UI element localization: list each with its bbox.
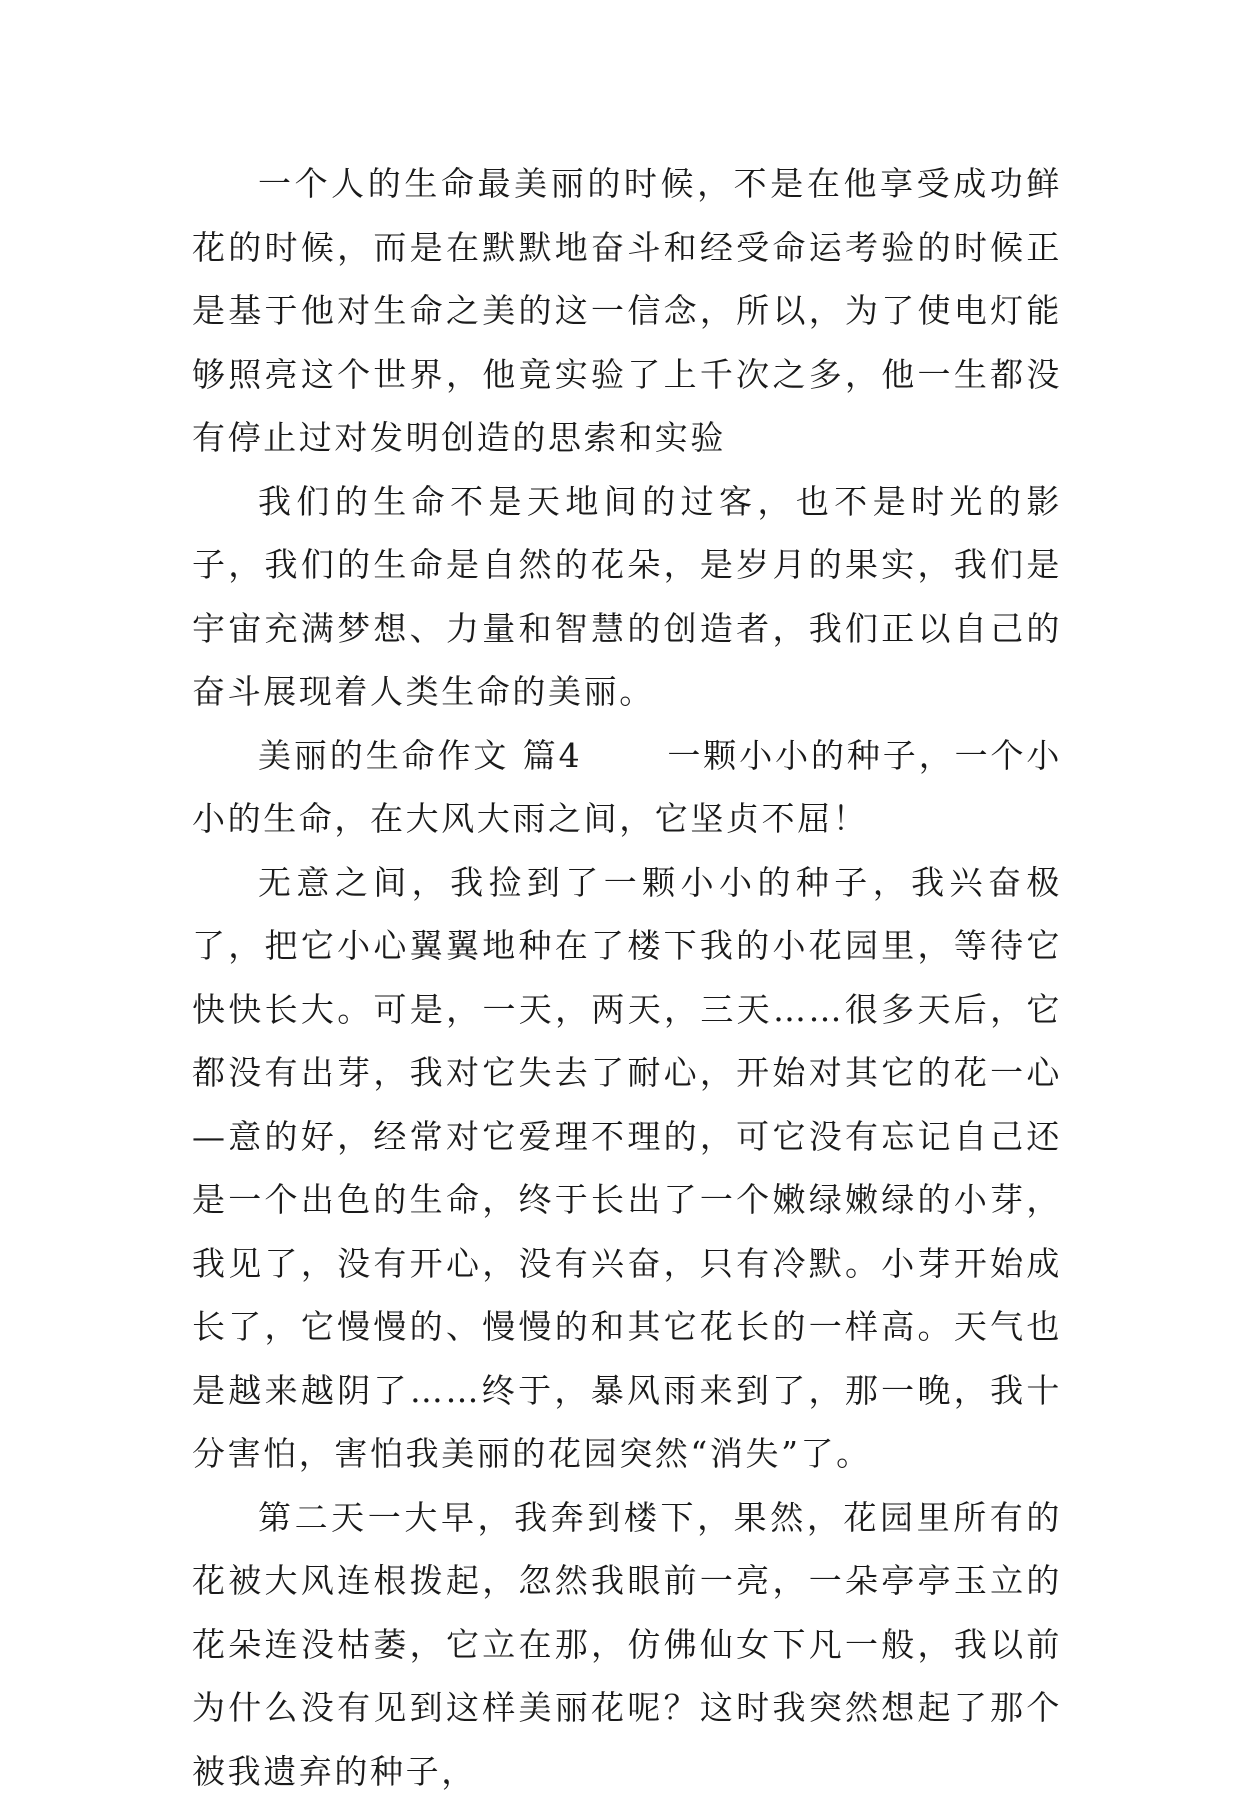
paragraph-5: 第二天一大早，我奔到楼下，果然，花园里所有的花被大风连根拨起，忽然我眼前一亮，一朵亭亭玉立的花朵连没枯萎，它立在那，仿佛仙女下凡一般，我以前为什么没有见到这样美丽花呢？这时我突然想起了那个被我遗弃的种子， [192, 1486, 1062, 1803]
paragraph-4: 无意之间，我捡到了一颗小小的种子，我兴奋极了，把它小心翼翼地种在了楼下我的小花园里，等待它快快长大。可是，一天，两天，三天……很多天后，它都没有出芽，我对它失去了耐心，开始对其它的花一心—意的好，经常对它爱理不理的，可它没有忘记自己还是一个出色的生命，终于长出了一个嫩绿嫩绿的小芽，我见了，没有开心，没有兴奋，只有冷默。小芽开始成长了，它慢慢的、慢慢的和其它花长的一样高。天气也是越来越阴了……终于，暴风雨来到了，那一晚，我十分害怕，害怕我美丽的花园突然“消失”了。 [192, 851, 1062, 1486]
paragraph-1: 一个人的生命最美丽的时候，不是在他享受成功鲜花的时候，而是在默默地奋斗和经受命运考验的时候正是基于他对生命之美的这一信念，所以，为了使电灯能够照亮这个世界，他竟实验了上千次之多，他一生都没有停止过对发明创造的思索和实验 [192, 152, 1062, 470]
document-body [192, 152, 1062, 1803]
paragraph-2: 我们的生命不是天地间的过客，也不是时光的影子，我们的生命是自然的花朵，是岁月的果实，我们是宇宙充满梦想、力量和智慧的创造者，我们正以自己的奋斗展现着人类生命的美丽。 [192, 470, 1062, 724]
paragraph-3: 美丽的生命作文 篇4 一颗小小的种子，一个小小的生命，在大风大雨之间，它坚贞不屈！ [192, 724, 1062, 851]
